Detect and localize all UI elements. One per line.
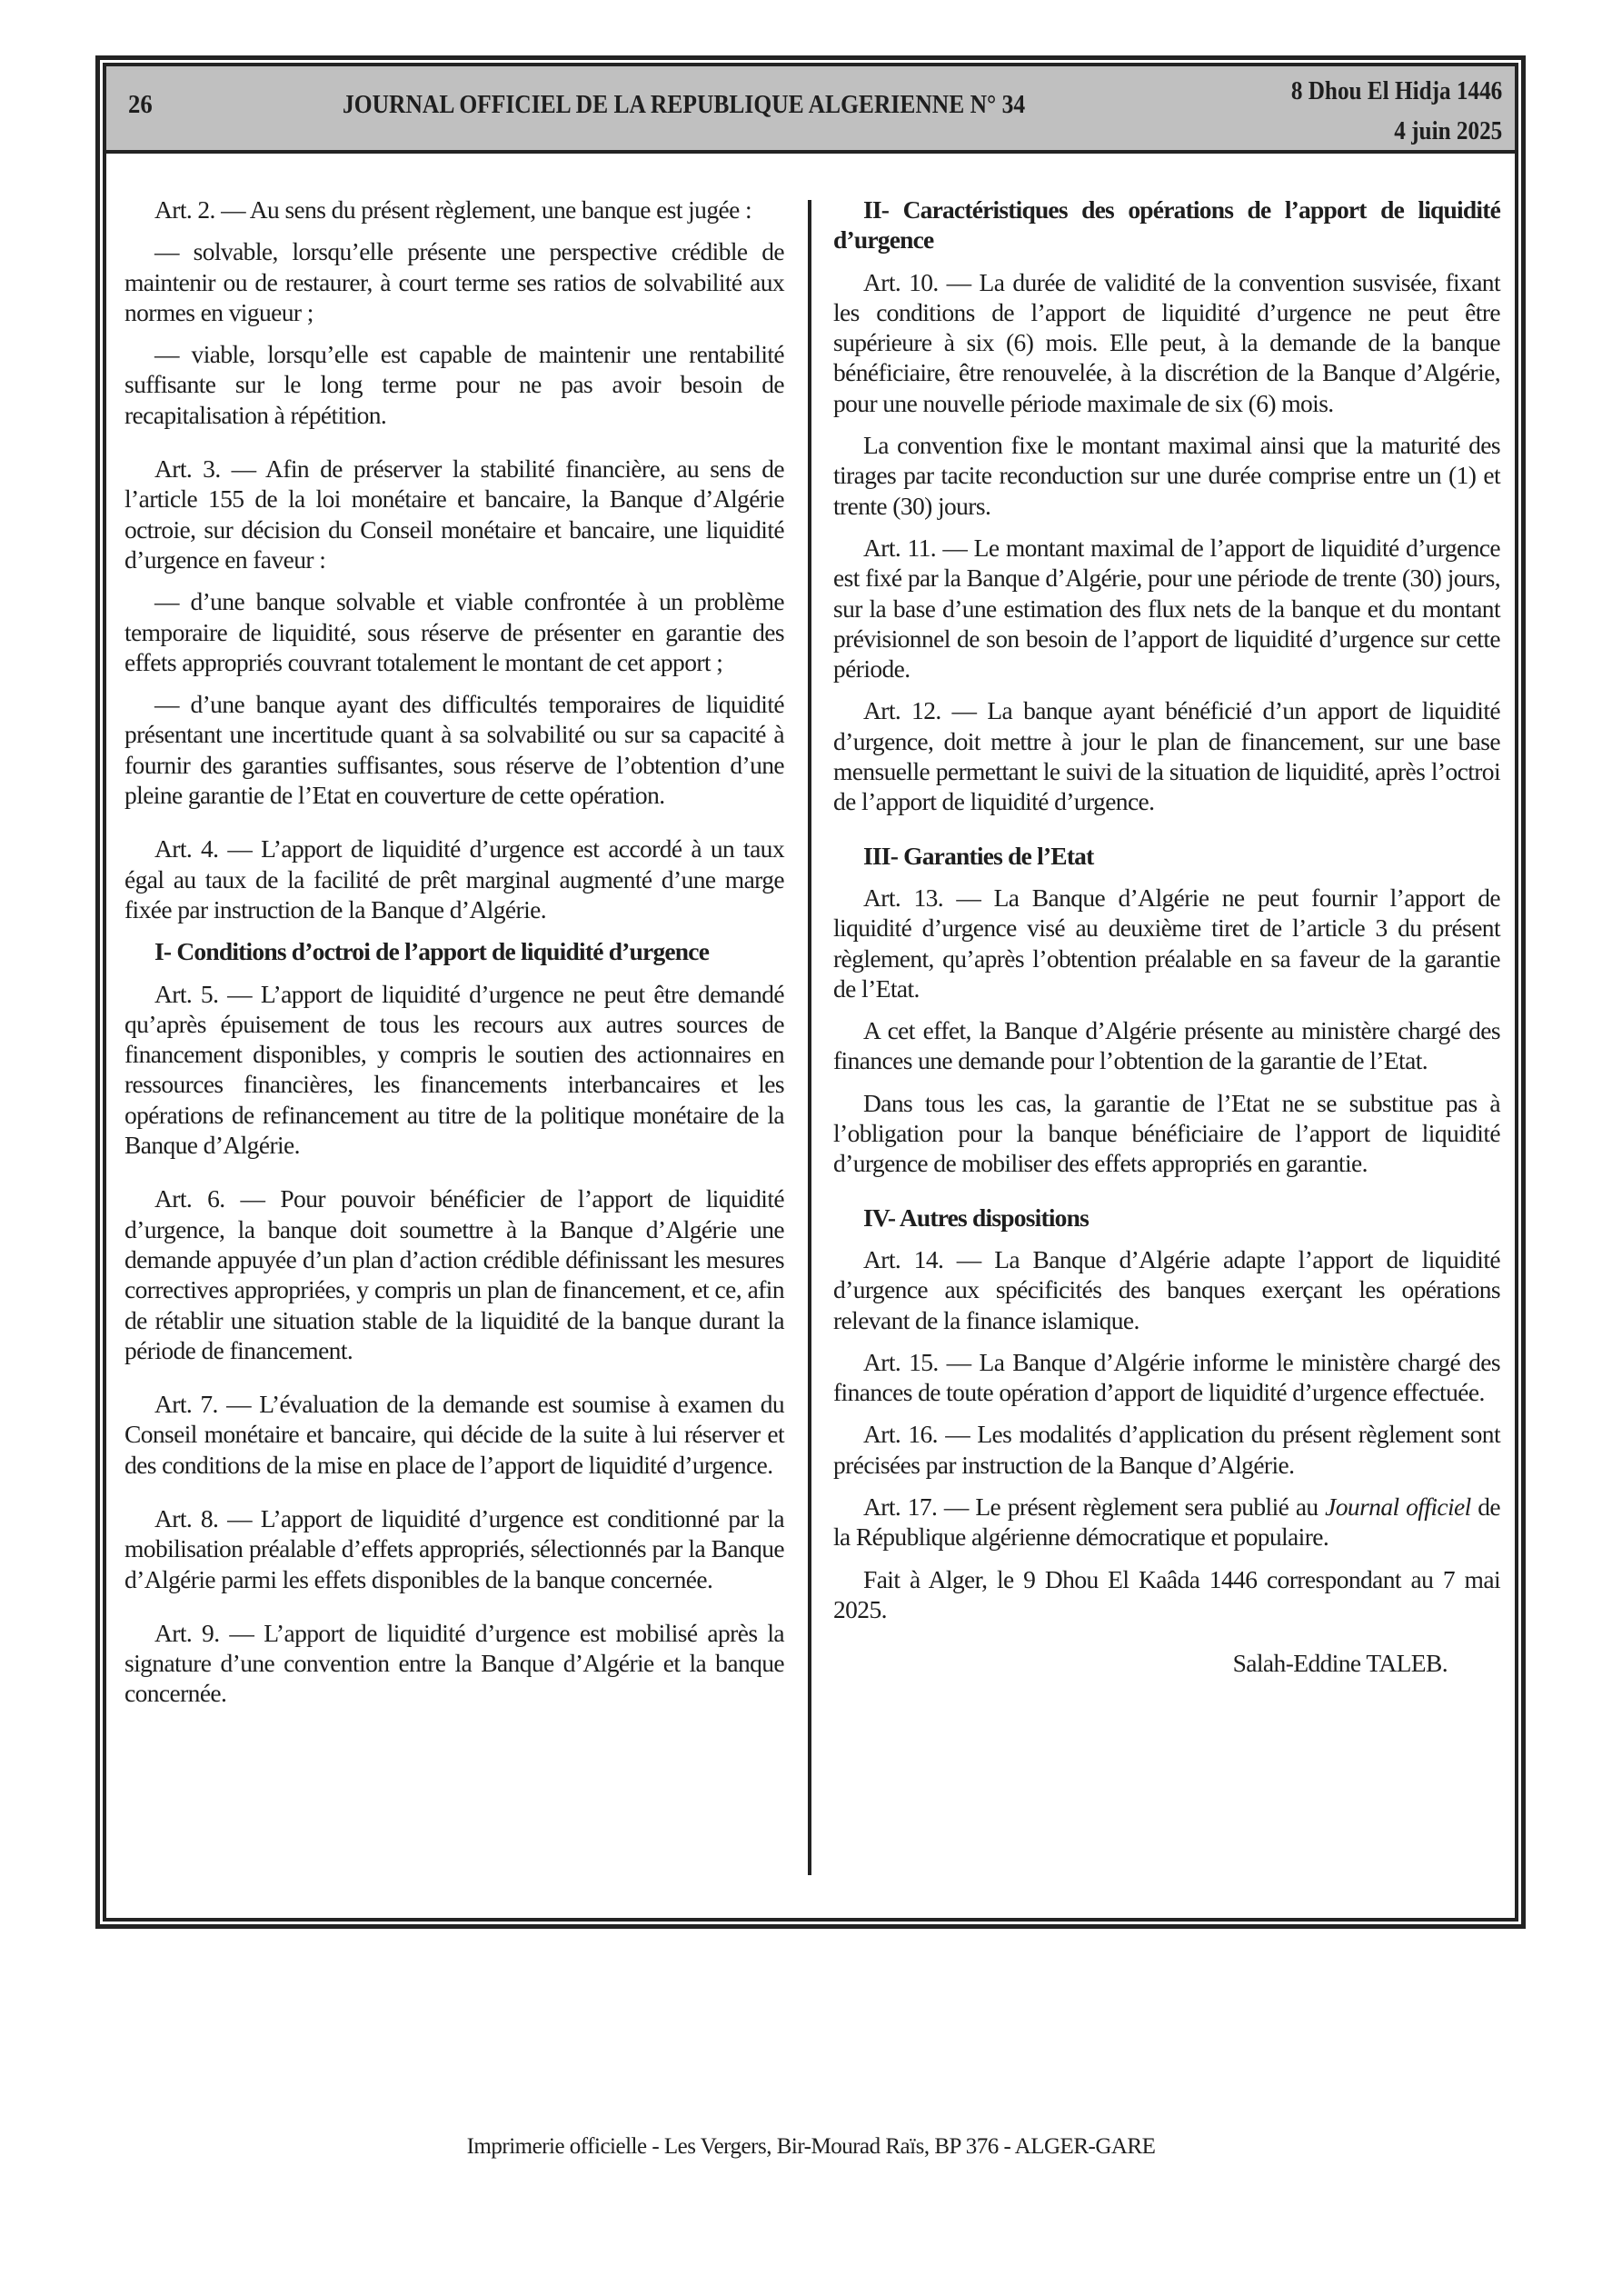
article-2-viable: — viable, lorsqu’elle est capable de maintenir une rentabilité suffisante sur le long terme pour ne pas avoir besoin de recapitalisation à répétition. [124,340,784,429]
journal-title: JOURNAL OFFICIEL DE LA REPUBLIQUE ALGERIENNE N° 34 [343,90,1026,119]
article-9: Art. 9. — L’apport de liquidité d’urgence est mobilisé après la signature d’une convention entre la Banque d’Algérie et la banque concernée. [124,1618,784,1708]
article-5: Art. 5. — L’apport de liquidité d’urgence ne peut être demandé qu’après épuisement de tous les recours aux autres sources de financement disponibles, y compris le soutien des actionnaires en ressources financières, les financements interbancaires et les opérations de refinancement au titre de la politique monétaire de la Banque d’Algérie. [124,979,784,1160]
article-4: Art. 4. — L’apport de liquidité d’urgence est accordé à un taux égal au taux de la facilité de prêt marginal augmenté d’une marge fixée par instruction de la Banque d’Algérie. [124,834,784,923]
section-1-title: I- Conditions d’octroi de l’apport de liquidité d’urgence [154,937,710,966]
article-13-paragraph-2: A cet effet, la Banque d’Algérie présente au ministère chargé des finances une demande pour l’obtention de la garantie de l’Etat. [833,1016,1500,1075]
article-17-text-end: de la République algérienne démocratique et populaire. [833,1492,1501,1552]
article-10: Art. 10. — La durée de validité de la convention susvisée, fixant les conditions de l’apport de liquidité d’urgence ne peut être supérieure à six (6) mois. Elle peut, à la demande de la banque bénéficiaire, être renouvelée, à la discrétion de la Banque d’Algérie, pour une nouvelle période maximale de six (6) mois. [833,267,1500,417]
article-17-text-start: Art. 17. — Le présent règlement sera publié au [863,1492,1326,1521]
section-4-title: IV- Autres dispositions [863,1203,1090,1232]
column-divider [808,200,811,1875]
article-12: Art. 12. — La banque ayant bénéficié d’un apport de liquidité d’urgence, doit mettre à jour le plan de financement, sur une base mensuelle permettant le suivi de la situation de liquidité, après l’octroi de l’apport de liquidité d’urgence. [833,696,1500,816]
hijri-date: 8 Dhou El Hidja 1446 [1290,77,1502,105]
right-column [833,195,1500,1690]
article-10-paragraph-2: La convention fixe le montant maximal ainsi que la maturité des tirages par tacite reconduction sur une durée comprise entre un (1) et trente (30) jours. [833,431,1500,520]
article-17 [833,1492,1500,1552]
done-at-statement: Fait à Alger, le 9 Dhou El Kaâda 1446 correspondant au 7 mai 2025. [833,1564,1500,1623]
article-7: Art. 7. — L’évaluation de la demande est soumise à examen du Conseil monétaire et bancaire, qui décide de la suite à lui réserver et des conditions de la mise en place de l’apport de liquidité d’urgence. [124,1390,784,1479]
gregorian-date: 4 juin 2025 [1393,117,1502,145]
article-11: Art. 11. — Le montant maximal de l’apport de liquidité d’urgence est fixé par la Banque d’Algérie, pour une période de trente (30) jours, sur la base d’une estimation des flux nets de la banque et du montant prévisionnel de son besoin de l’apport de liquidité d’urgence sur cette période. [833,533,1500,684]
article-2: Art. 2. — Au sens du présent règlement, une banque est jugée : [154,195,752,224]
section-3-title: III- Garanties de l’Etat [863,841,1094,870]
printer-footer: Imprimerie officielle - Les Vergers, Bir-Mourad Raïs, BP 376 - ALGER-GARE [466,2134,1156,2159]
article-8: Art. 8. — L’apport de liquidité d’urgence est conditionné par la mobilisation préalable d’effets appropriés, sélectionnés par la Banque d’Algérie parmi les effets disponibles de la banque concernée. [124,1503,784,1593]
journal-header [106,66,1515,154]
journal-officiel-italic: Journal officiel [1325,1492,1471,1521]
left-column [124,195,784,1721]
issue-date [1291,72,1502,152]
article-3-dash-1: — d’une banque solvable et viable confrontée à un problème temporaire de liquidité, sous réserve de présenter en garantie des effets appropriés couvrant totalement le montant de cet apport ; [124,587,784,676]
article-13: Art. 13. — La Banque d’Algérie ne peut fournir l’apport de liquidité d’urgence visé au deuxième tiret de l’article 3 du présent règlement, qu’après l’obtention préalable en sa faveur de la garantie de l’Etat. [833,883,1500,1003]
article-6: Art. 6. — Pour pouvoir bénéficier de l’apport de liquidité d’urgence, la banque doit soumettre à la Banque d’Algérie une demande appuyée d’un plan d’action crédible définissant les mesures correctives appropriées, y compris un plan de financement, et ce, afin de rétablir une situation stable de la liquidité de la banque durant la période de financement. [124,1184,784,1364]
article-14: Art. 14. — La Banque d’Algérie adapte l’apport de liquidité d’urgence aux spécificités des banques exerçant les opérations relevant de la finance islamique. [833,1244,1500,1334]
section-2-title: II- Caractéristiques des opérations de l’apport de liquidité d’urgence [833,195,1500,255]
article-15: Art. 15. — La Banque d’Algérie informe le ministère chargé des finances de toute opération d’apport de liquidité d’urgence effectuée. [833,1347,1500,1407]
article-3: Art. 3. — Afin de préserver la stabilité financière, au sens de l’article 155 de la loi monétaire et bancaire, la Banque d’Algérie octroie, sur décision du Conseil monétaire et bancaire, une liquidité d’urgence en faveur : [124,454,784,574]
article-16: Art. 16. — Les modalités d’application du présent règlement sont précisées par instruction de la Banque d’Algérie. [833,1420,1500,1479]
article-2-solvable: — solvable, lorsqu’elle présente une perspective crédible de maintenir ou de restaurer, à court terme ses ratios de solvabilité aux normes en vigueur ; [124,237,784,326]
page-number: 26 [128,90,153,119]
signature: Salah-Eddine TALEB. [1232,1649,1448,1678]
article-13-paragraph-3: Dans tous les cas, la garantie de l’Etat ne se substitue pas à l’obligation pour la banque bénéficiaire de l’apport de liquidité d’urgence de mobiliser des effets appropriés en garantie. [833,1088,1500,1178]
article-3-dash-2: — d’une banque ayant des difficultés temporaires de liquidité présentant une incertitude quant à sa solvabilité ou sur sa capacité à fournir des garanties suffisantes, sous réserve de l’obtention d’une pleine garantie de l’Etat en couverture de cette opération. [124,690,784,810]
